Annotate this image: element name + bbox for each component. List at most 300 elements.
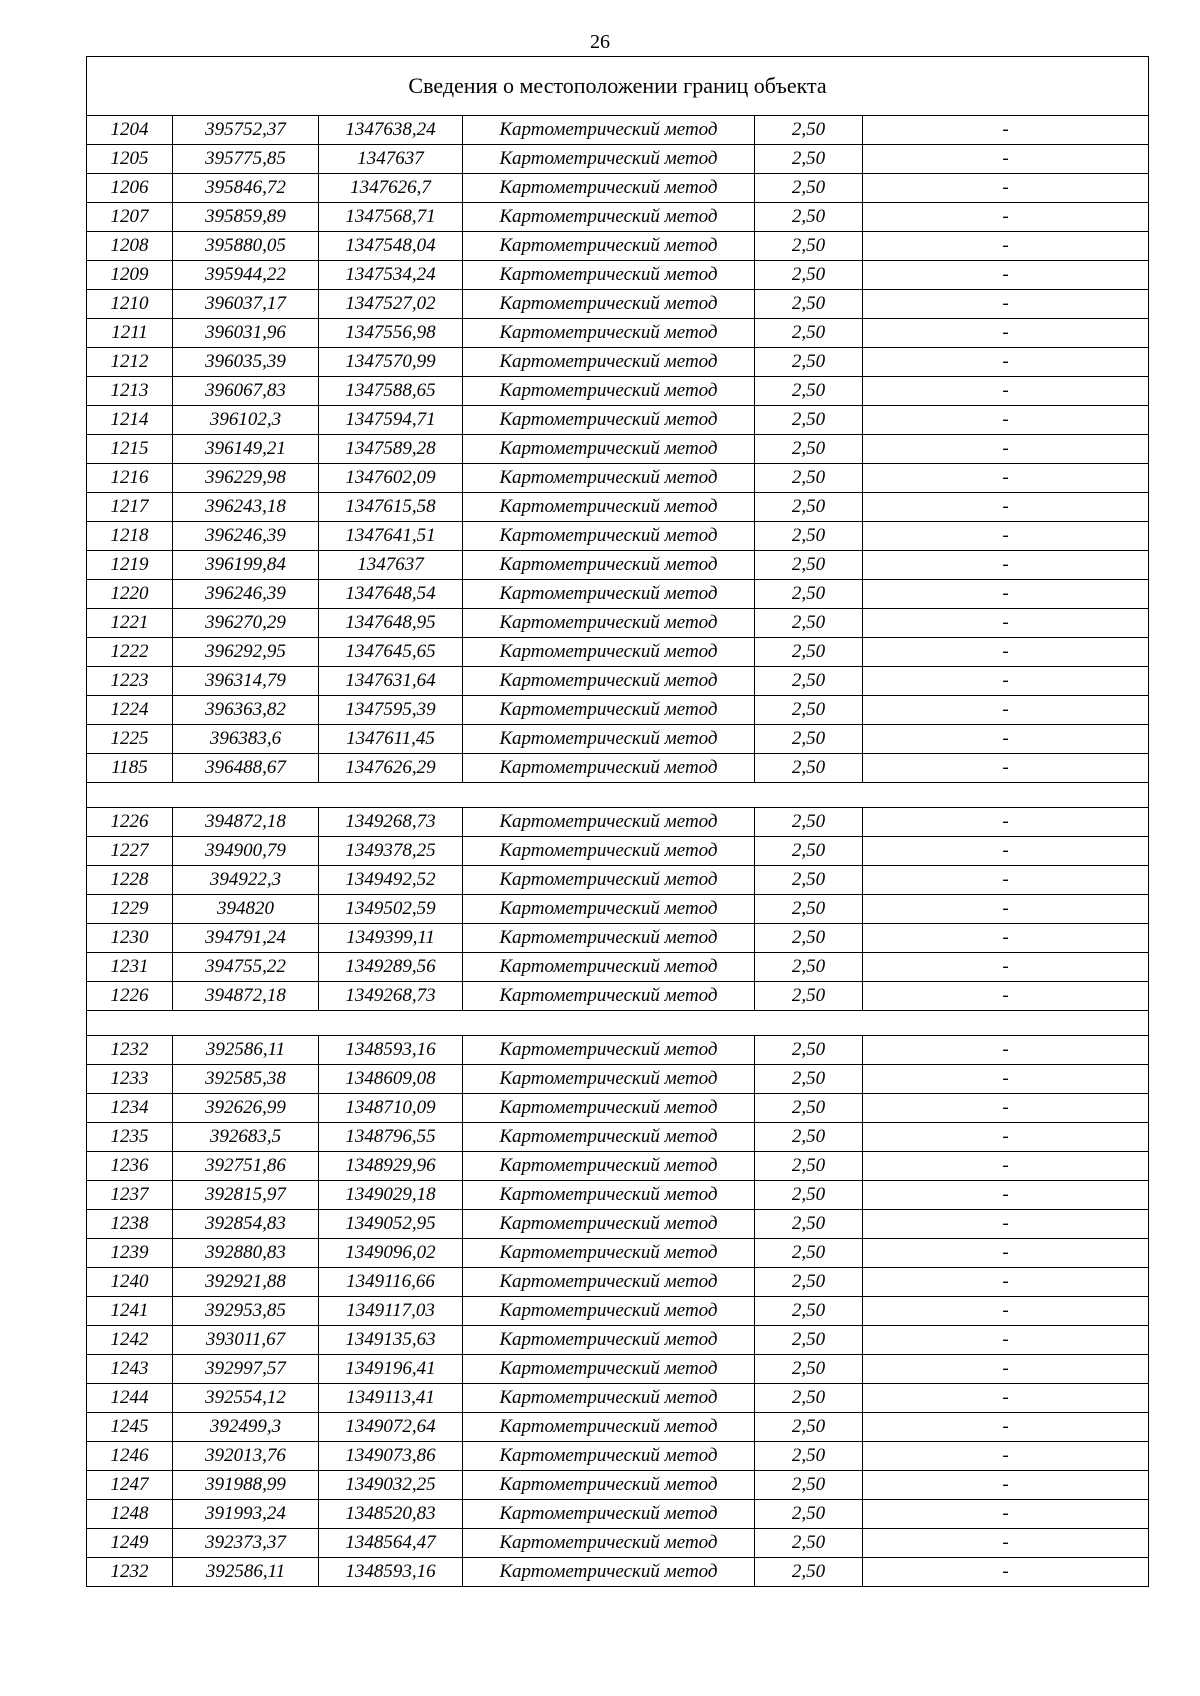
table-row [87, 1036, 1149, 1065]
cell-y-coordinate: 1347626,29 [319, 754, 463, 783]
cell-point-number: 1205 [87, 145, 173, 174]
cell-description: - [863, 522, 1149, 551]
cell-point-number: 1212 [87, 348, 173, 377]
cell-accuracy: 2,50 [755, 435, 863, 464]
cell-y-coordinate: 1349029,18 [319, 1181, 463, 1210]
cell-description: - [863, 203, 1149, 232]
cell-description: - [863, 837, 1149, 866]
cell-x-coordinate: 396314,79 [173, 667, 319, 696]
cell-point-number: 1241 [87, 1297, 173, 1326]
cell-accuracy: 2,50 [755, 1065, 863, 1094]
cell-y-coordinate: 1349032,25 [319, 1471, 463, 1500]
cell-x-coordinate: 394791,24 [173, 924, 319, 953]
table-row [87, 609, 1149, 638]
cell-method: Картометрический метод [463, 1471, 755, 1500]
cell-point-number: 1227 [87, 837, 173, 866]
cell-method: Картометрический метод [463, 1094, 755, 1123]
cell-y-coordinate: 1347648,95 [319, 609, 463, 638]
cell-description: - [863, 895, 1149, 924]
cell-accuracy: 2,50 [755, 696, 863, 725]
cell-method: Картометрический метод [463, 1123, 755, 1152]
cell-accuracy: 2,50 [755, 116, 863, 145]
cell-x-coordinate: 395752,37 [173, 116, 319, 145]
cell-method: Картометрический метод [463, 522, 755, 551]
cell-accuracy: 2,50 [755, 1355, 863, 1384]
cell-y-coordinate: 1347645,65 [319, 638, 463, 667]
cell-x-coordinate: 392815,97 [173, 1181, 319, 1210]
cell-description: - [863, 1094, 1149, 1123]
cell-point-number: 1231 [87, 953, 173, 982]
cell-x-coordinate: 392373,37 [173, 1529, 319, 1558]
cell-description: - [863, 232, 1149, 261]
cell-x-coordinate: 396102,3 [173, 406, 319, 435]
table-row [87, 1558, 1149, 1587]
cell-x-coordinate: 392953,85 [173, 1297, 319, 1326]
cell-method: Картометрический метод [463, 1413, 755, 1442]
cell-point-number: 1234 [87, 1094, 173, 1123]
table-row [87, 924, 1149, 953]
cell-description: - [863, 116, 1149, 145]
cell-description: - [863, 953, 1149, 982]
cell-description: - [863, 696, 1149, 725]
cell-method: Картометрический метод [463, 290, 755, 319]
table-row [87, 522, 1149, 551]
cell-x-coordinate: 394820 [173, 895, 319, 924]
cell-y-coordinate: 1347641,51 [319, 522, 463, 551]
cell-point-number: 1245 [87, 1413, 173, 1442]
cell-y-coordinate: 1349116,66 [319, 1268, 463, 1297]
cell-y-coordinate: 1349492,52 [319, 866, 463, 895]
cell-x-coordinate: 392554,12 [173, 1384, 319, 1413]
cell-x-coordinate: 396383,6 [173, 725, 319, 754]
cell-description: - [863, 580, 1149, 609]
cell-description: - [863, 754, 1149, 783]
cell-accuracy: 2,50 [755, 406, 863, 435]
cell-point-number: 1249 [87, 1529, 173, 1558]
cell-description: - [863, 924, 1149, 953]
cell-description: - [863, 261, 1149, 290]
table-row [87, 1413, 1149, 1442]
cell-y-coordinate: 1347615,58 [319, 493, 463, 522]
section-separator-row [87, 783, 1149, 808]
cell-y-coordinate: 1349268,73 [319, 808, 463, 837]
cell-accuracy: 2,50 [755, 348, 863, 377]
cell-method: Картометрический метод [463, 406, 755, 435]
cell-accuracy: 2,50 [755, 754, 863, 783]
cell-method: Картометрический метод [463, 551, 755, 580]
cell-accuracy: 2,50 [755, 725, 863, 754]
cell-x-coordinate: 392997,57 [173, 1355, 319, 1384]
cell-y-coordinate: 1348593,16 [319, 1558, 463, 1587]
cell-x-coordinate: 392013,76 [173, 1442, 319, 1471]
table-row [87, 377, 1149, 406]
table-row [87, 1500, 1149, 1529]
cell-y-coordinate: 1347611,45 [319, 725, 463, 754]
cell-point-number: 1228 [87, 866, 173, 895]
cell-method: Картометрический метод [463, 1384, 755, 1413]
cell-method: Картометрический метод [463, 1442, 755, 1471]
cell-x-coordinate: 392586,11 [173, 1558, 319, 1587]
table-row [87, 866, 1149, 895]
cell-x-coordinate: 396488,67 [173, 754, 319, 783]
cell-description: - [863, 1413, 1149, 1442]
cell-accuracy: 2,50 [755, 464, 863, 493]
cell-description: - [863, 348, 1149, 377]
cell-accuracy: 2,50 [755, 982, 863, 1011]
cell-method: Картометрический метод [463, 696, 755, 725]
cell-x-coordinate: 396292,95 [173, 638, 319, 667]
cell-point-number: 1244 [87, 1384, 173, 1413]
cell-method: Картометрический метод [463, 1152, 755, 1181]
cell-accuracy: 2,50 [755, 1326, 863, 1355]
cell-accuracy: 2,50 [755, 1181, 863, 1210]
cell-y-coordinate: 1349502,59 [319, 895, 463, 924]
cell-x-coordinate: 392586,11 [173, 1036, 319, 1065]
cell-method: Картометрический метод [463, 1326, 755, 1355]
table-row [87, 696, 1149, 725]
table-row [87, 406, 1149, 435]
cell-description: - [863, 493, 1149, 522]
cell-accuracy: 2,50 [755, 1036, 863, 1065]
cell-x-coordinate: 396229,98 [173, 464, 319, 493]
cell-method: Картометрический метод [463, 1500, 755, 1529]
cell-accuracy: 2,50 [755, 1471, 863, 1500]
cell-description: - [863, 609, 1149, 638]
cell-description: - [863, 638, 1149, 667]
cell-method: Картометрический метод [463, 609, 755, 638]
cell-x-coordinate: 394755,22 [173, 953, 319, 982]
table-row [87, 667, 1149, 696]
cell-point-number: 1217 [87, 493, 173, 522]
cell-y-coordinate: 1349289,56 [319, 953, 463, 982]
cell-y-coordinate: 1347638,24 [319, 116, 463, 145]
table-row [87, 1123, 1149, 1152]
cell-description: - [863, 1297, 1149, 1326]
cell-point-number: 1235 [87, 1123, 173, 1152]
cell-method: Картометрический метод [463, 1297, 755, 1326]
cell-x-coordinate: 396270,29 [173, 609, 319, 638]
cell-y-coordinate: 1347588,65 [319, 377, 463, 406]
cell-accuracy: 2,50 [755, 319, 863, 348]
cell-method: Картометрический метод [463, 725, 755, 754]
cell-point-number: 1222 [87, 638, 173, 667]
cell-accuracy: 2,50 [755, 953, 863, 982]
cell-x-coordinate: 391993,24 [173, 1500, 319, 1529]
cell-point-number: 1229 [87, 895, 173, 924]
cell-accuracy: 2,50 [755, 1297, 863, 1326]
table-row [87, 145, 1149, 174]
cell-accuracy: 2,50 [755, 1123, 863, 1152]
cell-description: - [863, 1355, 1149, 1384]
cell-method: Картометрический метод [463, 808, 755, 837]
cell-point-number: 1210 [87, 290, 173, 319]
table-row [87, 1529, 1149, 1558]
cell-point-number: 1211 [87, 319, 173, 348]
cell-y-coordinate: 1348609,08 [319, 1065, 463, 1094]
cell-point-number: 1238 [87, 1210, 173, 1239]
cell-accuracy: 2,50 [755, 174, 863, 203]
cell-description: - [863, 1036, 1149, 1065]
cell-description: - [863, 406, 1149, 435]
cell-description: - [863, 377, 1149, 406]
cell-description: - [863, 1181, 1149, 1210]
table-row [87, 1442, 1149, 1471]
cell-accuracy: 2,50 [755, 232, 863, 261]
cell-method: Картометрический метод [463, 1355, 755, 1384]
cell-point-number: 1214 [87, 406, 173, 435]
cell-method: Картометрический метод [463, 348, 755, 377]
cell-y-coordinate: 1347626,7 [319, 174, 463, 203]
cell-point-number: 1216 [87, 464, 173, 493]
cell-y-coordinate: 1347637 [319, 145, 463, 174]
cell-accuracy: 2,50 [755, 1442, 863, 1471]
cell-description: - [863, 1268, 1149, 1297]
cell-method: Картометрический метод [463, 1268, 755, 1297]
cell-method: Картометрический метод [463, 638, 755, 667]
cell-point-number: 1204 [87, 116, 173, 145]
table-row [87, 261, 1149, 290]
cell-x-coordinate: 395880,05 [173, 232, 319, 261]
cell-point-number: 1225 [87, 725, 173, 754]
cell-y-coordinate: 1347594,71 [319, 406, 463, 435]
cell-y-coordinate: 1348710,09 [319, 1094, 463, 1123]
cell-accuracy: 2,50 [755, 837, 863, 866]
cell-method: Картометрический метод [463, 464, 755, 493]
cell-description: - [863, 1326, 1149, 1355]
cell-method: Картометрический метод [463, 667, 755, 696]
cell-accuracy: 2,50 [755, 1152, 863, 1181]
table-row [87, 1297, 1149, 1326]
table-body [87, 57, 1149, 1587]
table-row [87, 551, 1149, 580]
cell-point-number: 1208 [87, 232, 173, 261]
cell-method: Картометрический метод [463, 1210, 755, 1239]
cell-point-number: 1213 [87, 377, 173, 406]
cell-method: Картометрический метод [463, 924, 755, 953]
cell-x-coordinate: 392585,38 [173, 1065, 319, 1094]
cell-x-coordinate: 391988,99 [173, 1471, 319, 1500]
cell-y-coordinate: 1349268,73 [319, 982, 463, 1011]
table-row [87, 638, 1149, 667]
cell-point-number: 1248 [87, 1500, 173, 1529]
cell-x-coordinate: 395846,72 [173, 174, 319, 203]
cell-x-coordinate: 392683,5 [173, 1123, 319, 1152]
table-row [87, 290, 1149, 319]
cell-x-coordinate: 396246,39 [173, 580, 319, 609]
cell-y-coordinate: 1347648,54 [319, 580, 463, 609]
cell-accuracy: 2,50 [755, 145, 863, 174]
cell-y-coordinate: 1348564,47 [319, 1529, 463, 1558]
cell-method: Картометрический метод [463, 145, 755, 174]
cell-y-coordinate: 1347568,71 [319, 203, 463, 232]
table-row [87, 493, 1149, 522]
cell-x-coordinate: 392921,88 [173, 1268, 319, 1297]
cell-accuracy: 2,50 [755, 377, 863, 406]
cell-x-coordinate: 396035,39 [173, 348, 319, 377]
cell-x-coordinate: 396243,18 [173, 493, 319, 522]
cell-accuracy: 2,50 [755, 895, 863, 924]
table-row [87, 1268, 1149, 1297]
cell-x-coordinate: 392880,83 [173, 1239, 319, 1268]
cell-accuracy: 2,50 [755, 667, 863, 696]
cell-accuracy: 2,50 [755, 1529, 863, 1558]
cell-point-number: 1240 [87, 1268, 173, 1297]
cell-x-coordinate: 396246,39 [173, 522, 319, 551]
cell-method: Картометрический метод [463, 203, 755, 232]
cell-method: Картометрический метод [463, 1558, 755, 1587]
table-row [87, 1471, 1149, 1500]
cell-point-number: 1226 [87, 982, 173, 1011]
cell-method: Картометрический метод [463, 493, 755, 522]
cell-method: Картометрический метод [463, 866, 755, 895]
cell-method: Картометрический метод [463, 261, 755, 290]
cell-accuracy: 2,50 [755, 580, 863, 609]
table-row [87, 1094, 1149, 1123]
cell-accuracy: 2,50 [755, 551, 863, 580]
cell-accuracy: 2,50 [755, 1268, 863, 1297]
cell-y-coordinate: 1349135,63 [319, 1326, 463, 1355]
table-row [87, 435, 1149, 464]
cell-x-coordinate: 396363,82 [173, 696, 319, 725]
cell-x-coordinate: 394922,3 [173, 866, 319, 895]
cell-accuracy: 2,50 [755, 203, 863, 232]
cell-y-coordinate: 1347556,98 [319, 319, 463, 348]
cell-x-coordinate: 393011,67 [173, 1326, 319, 1355]
table-row [87, 837, 1149, 866]
cell-point-number: 1226 [87, 808, 173, 837]
cell-point-number: 1223 [87, 667, 173, 696]
cell-method: Картометрический метод [463, 1181, 755, 1210]
cell-x-coordinate: 396149,21 [173, 435, 319, 464]
table-row [87, 808, 1149, 837]
cell-y-coordinate: 1347527,02 [319, 290, 463, 319]
cell-y-coordinate: 1347595,39 [319, 696, 463, 725]
cell-description: - [863, 1239, 1149, 1268]
cell-accuracy: 2,50 [755, 1094, 863, 1123]
cell-y-coordinate: 1347534,24 [319, 261, 463, 290]
table-row [87, 174, 1149, 203]
table-row [87, 1210, 1149, 1239]
cell-x-coordinate: 394872,18 [173, 982, 319, 1011]
cell-y-coordinate: 1348796,55 [319, 1123, 463, 1152]
cell-description: - [863, 667, 1149, 696]
cell-description: - [863, 1210, 1149, 1239]
table-row [87, 203, 1149, 232]
cell-accuracy: 2,50 [755, 261, 863, 290]
cell-method: Картометрический метод [463, 1036, 755, 1065]
table-row [87, 1065, 1149, 1094]
cell-accuracy: 2,50 [755, 924, 863, 953]
cell-x-coordinate: 392626,99 [173, 1094, 319, 1123]
cell-y-coordinate: 1349378,25 [319, 837, 463, 866]
cell-method: Картометрический метод [463, 174, 755, 203]
cell-point-number: 1219 [87, 551, 173, 580]
table-row [87, 953, 1149, 982]
cell-y-coordinate: 1348593,16 [319, 1036, 463, 1065]
cell-point-number: 1215 [87, 435, 173, 464]
table-row [87, 1326, 1149, 1355]
table-row [87, 1384, 1149, 1413]
cell-y-coordinate: 1349196,41 [319, 1355, 463, 1384]
cell-method: Картометрический метод [463, 837, 755, 866]
table-row [87, 348, 1149, 377]
cell-point-number: 1209 [87, 261, 173, 290]
cell-description: - [863, 1152, 1149, 1181]
table-row [87, 1152, 1149, 1181]
page-number: 26 [590, 31, 610, 53]
cell-point-number: 1220 [87, 580, 173, 609]
cell-method: Картометрический метод [463, 116, 755, 145]
cell-description: - [863, 725, 1149, 754]
cell-y-coordinate: 1347637 [319, 551, 463, 580]
cell-point-number: 1237 [87, 1181, 173, 1210]
cell-description: - [863, 1065, 1149, 1094]
table-row [87, 895, 1149, 924]
table-row [87, 580, 1149, 609]
cell-y-coordinate: 1347548,04 [319, 232, 463, 261]
table-row [87, 1239, 1149, 1268]
cell-accuracy: 2,50 [755, 638, 863, 667]
table-row [87, 1181, 1149, 1210]
cell-description: - [863, 1442, 1149, 1471]
section-separator-cell [87, 783, 1149, 808]
cell-accuracy: 2,50 [755, 1558, 863, 1587]
cell-accuracy: 2,50 [755, 609, 863, 638]
table-row [87, 725, 1149, 754]
cell-method: Картометрический метод [463, 1529, 755, 1558]
cell-method: Картометрический метод [463, 232, 755, 261]
cell-point-number: 1232 [87, 1036, 173, 1065]
cell-accuracy: 2,50 [755, 1413, 863, 1442]
cell-method: Картометрический метод [463, 1065, 755, 1094]
table-row [87, 116, 1149, 145]
cell-x-coordinate: 392751,86 [173, 1152, 319, 1181]
cell-x-coordinate: 394900,79 [173, 837, 319, 866]
cell-point-number: 1221 [87, 609, 173, 638]
cell-accuracy: 2,50 [755, 1500, 863, 1529]
cell-x-coordinate: 392854,83 [173, 1210, 319, 1239]
cell-description: - [863, 551, 1149, 580]
cell-point-number: 1224 [87, 696, 173, 725]
cell-x-coordinate: 395859,89 [173, 203, 319, 232]
cell-accuracy: 2,50 [755, 1239, 863, 1268]
cell-description: - [863, 319, 1149, 348]
cell-y-coordinate: 1349072,64 [319, 1413, 463, 1442]
table-title-row [87, 57, 1149, 116]
table-title: Сведения о местоположении границ объекта [87, 57, 1149, 116]
cell-description: - [863, 435, 1149, 464]
cell-point-number: 1242 [87, 1326, 173, 1355]
table-row [87, 754, 1149, 783]
cell-description: - [863, 1384, 1149, 1413]
cell-accuracy: 2,50 [755, 290, 863, 319]
cell-point-number: 1243 [87, 1355, 173, 1384]
cell-accuracy: 2,50 [755, 493, 863, 522]
cell-accuracy: 2,50 [755, 808, 863, 837]
cell-point-number: 1232 [87, 1558, 173, 1587]
section-separator-row [87, 1011, 1149, 1036]
cell-description: - [863, 464, 1149, 493]
cell-point-number: 1230 [87, 924, 173, 953]
cell-y-coordinate: 1349096,02 [319, 1239, 463, 1268]
cell-point-number: 1239 [87, 1239, 173, 1268]
cell-accuracy: 2,50 [755, 1210, 863, 1239]
cell-method: Картометрический метод [463, 377, 755, 406]
boundary-coordinates-table [86, 56, 1149, 1587]
cell-accuracy: 2,50 [755, 522, 863, 551]
cell-description: - [863, 1529, 1149, 1558]
cell-x-coordinate: 395944,22 [173, 261, 319, 290]
